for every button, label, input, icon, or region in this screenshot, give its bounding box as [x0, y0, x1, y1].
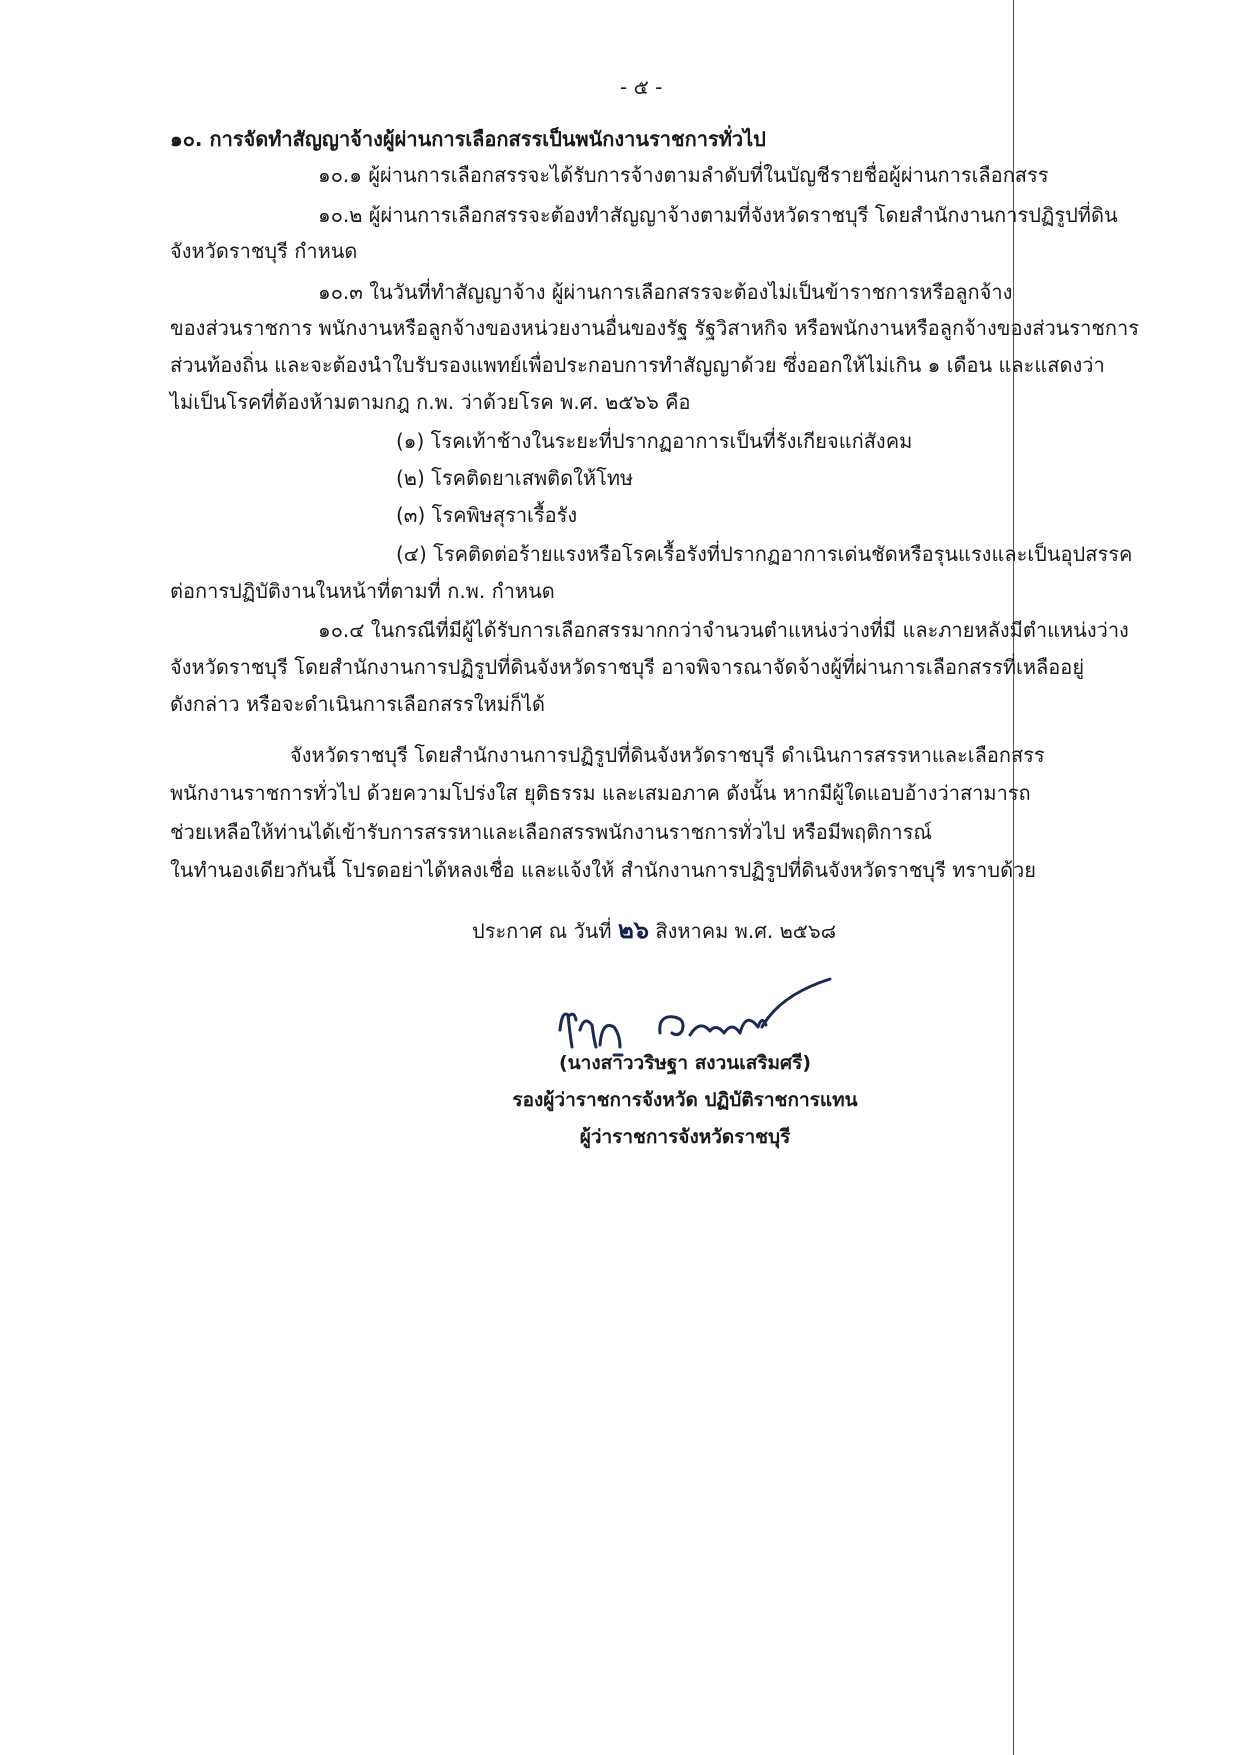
closing-line2: พนักงานราชการทั่วไป ด้วยความโปร่งใส ยุติธรรม และเสมอภาค ดังนั้น หากมีผู้ใดแอบอ้างว่าสามารถ: [170, 781, 1031, 805]
item-10-3-line2: ของส่วนราชการ พนักงานหรือลูกจ้างของหน่วยงานอื่นของรัฐ รัฐวิสาหกิจ หรือพนักงานหรือลูกจ้างของส่วนราชการ: [170, 316, 1139, 340]
item-10-4-line2: จังหวัดราชบุรี โดยสำนักงานการปฏิรูปที่ดินจังหวัดราชบุรี อาจพิจารณาจัดจ้างผู้ที่ผ่านการเลือกสรรที่เหลืออยู่: [170, 655, 1085, 679]
closing-line1: จังหวัดราชบุรี โดยสำนักงานการปฏิรูปที่ดินจังหวัดราชบุรี ดำเนินการสรรหาและเลือกสรร: [290, 743, 1045, 767]
disease-item-2: (๒) โรคติดยาเสพติดให้โทษ: [396, 466, 634, 490]
closing-line3: ช่วยเหลือให้ท่านได้เข้ารับการสรรหาและเลือกสรรพนักงานราชการทั่วไป หรือมีพฤติการณ์: [170, 820, 932, 844]
disease-item-1: (๑) โรคเท้าช้างในระยะที่ปรากฏอาการเป็นที่รังเกียจแก่สังคม: [396, 429, 913, 453]
disease-item-3: (๓) โรคพิษสุราเรื้อรัง: [396, 503, 578, 527]
signatory-position-1: รองผู้ว่าราชการจังหวัด ปฏิบัติราชการแทน: [512, 1089, 858, 1111]
signatory-name: (นางสาววริษฐา สงวนเสริมศรี): [558, 1052, 812, 1074]
announcement-day: ๒๖: [617, 916, 649, 944]
item-10-3-line3: ส่วนท้องถิ่น และจะต้องนำใบรับรองแพทย์เพื่อประกอบการทำสัญญาด้วย ซึ่งออกให้ไม่เกิน ๑ เดือน และแสดงว่า: [170, 353, 1105, 377]
item-10-4-line1: ๑๐.๔ ในกรณีที่มีผู้ได้รับการเลือกสรรมากกว่าจำนวนตำแหน่งว่างที่มี และภายหลังมีตำแหน่งว่าง: [318, 618, 1129, 642]
item-10-4-line3: ดังกล่าว หรือจะดำเนินการเลือกสรรใหม่ก็ได้: [170, 692, 546, 716]
item-10-2-line2: จังหวัดราชบุรี กำหนด: [170, 239, 358, 263]
announcement-month-year: สิงหาคม พ.ศ. ๒๕๖๘: [655, 919, 837, 943]
announcement-prefix: ประกาศ ณ วันที่: [472, 919, 612, 943]
announcement-date: [472, 915, 836, 946]
closing-line4: ในทำนองเดียวกันนี้ โปรดอย่าได้หลงเชื่อ และแจ้งให้ สำนักงานการปฏิรูปที่ดินจังหวัดราชบุรี ทราบด้วย: [170, 858, 1037, 882]
signatory-position-2: ผู้ว่าราชการจังหวัดราชบุรี: [579, 1126, 791, 1148]
disease-item-4-line1: (๔) โรคติดต่อร้ายแรงหรือโรคเรื้อรังที่ปรากฏอาการเด่นชัดหรือรุนแรงและเป็นอุปสรรค: [396, 542, 1133, 566]
item-10-2-line1: ๑๐.๒ ผู้ผ่านการเลือกสรรจะต้องทำสัญญาจ้างตามที่จังหวัดราชบุรี โดยสำนักงานการปฏิรูปที่ดิน: [318, 203, 1118, 227]
disease-item-4-line2: ต่อการปฏิบัติงานในหน้าที่ตามที่ ก.พ. กำหนด: [170, 579, 555, 603]
item-10-3-line4: ไม่เป็นโรคที่ต้องห้ามตามกฎ ก.พ. ว่าด้วยโรค พ.ศ. ๒๕๖๖ คือ: [170, 390, 691, 414]
item-10-1: ๑๐.๑ ผู้ผ่านการเลือกสรรจะได้รับการจ้างตามลำดับที่ในบัญชีรายชื่อผู้ผ่านการเลือกสรร: [318, 163, 1049, 187]
item-10-3-line1: ๑๐.๓ ในวันที่ทำสัญญาจ้าง ผู้ผ่านการเลือกสรรจะต้องไม่เป็นข้าราชการหรือลูกจ้าง: [318, 280, 1013, 304]
section-heading: ๑๐. การจัดทำสัญญาจ้างผู้ผ่านการเลือกสรรเป็นพนักงานราชการทั่วไป: [170, 127, 766, 151]
page-number: - ๕ -: [620, 75, 663, 99]
